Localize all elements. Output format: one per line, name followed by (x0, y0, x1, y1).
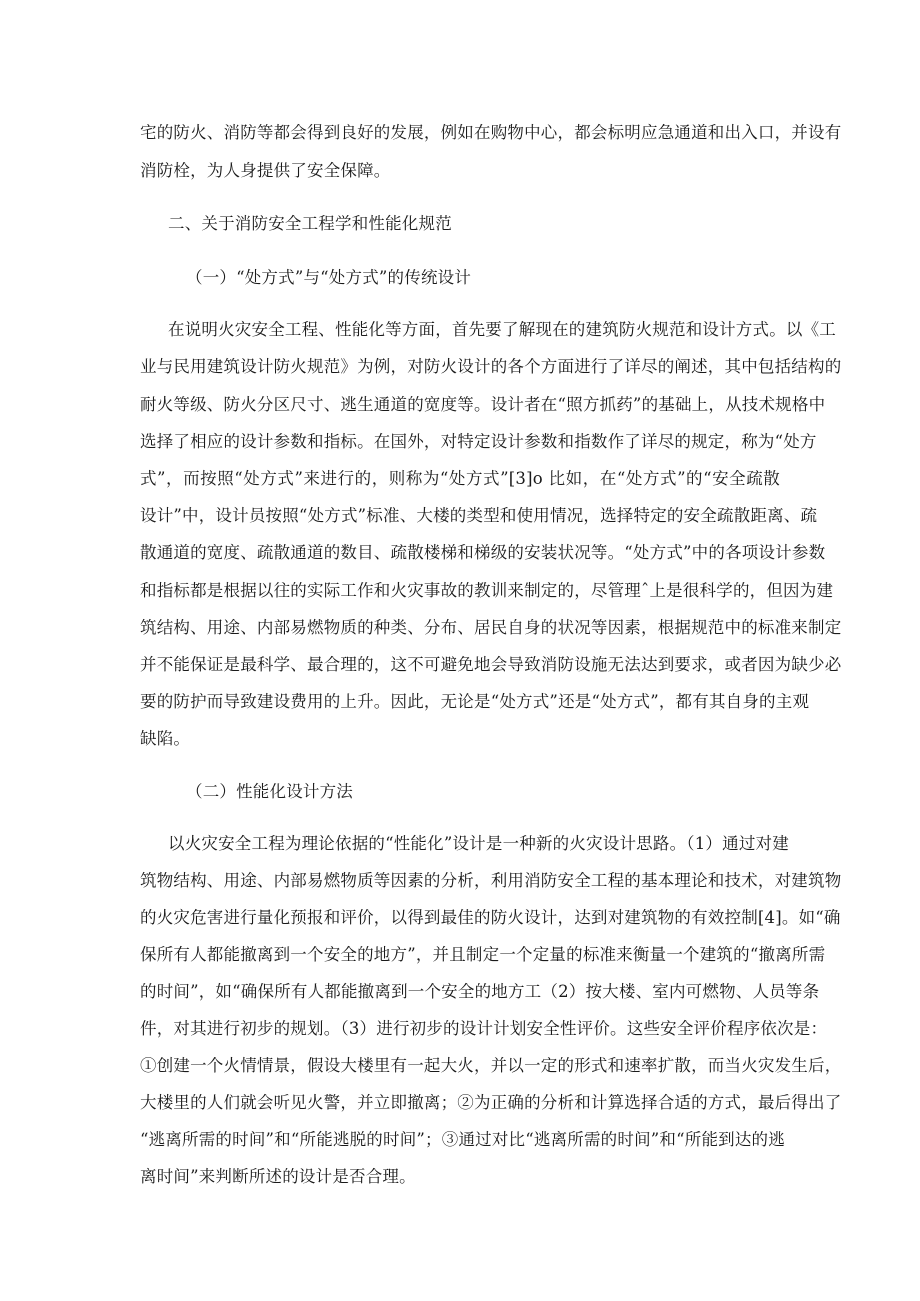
subsection-1-heading: （一）“处方式”与“处方式”的传统设计 (186, 268, 472, 287)
sub1-line-2: 业与民用建筑设计防火规范》为例，对防火设计的各个方面进行了详尽的阐述，其中包括结构的 (140, 357, 842, 376)
sub1-line-6: 设计”中，设计员按照“处方式”标准、大楼的类型和使用情况，选择特定的安全疏散距离、疏 (140, 506, 818, 525)
sub1-line-12: 缺陷。 (140, 729, 191, 748)
sub2-line-2: 筑物结构、用途、内部易燃物质等因素的分析，利用消防安全工程的基本理论和技术，对建筑物 (140, 871, 842, 890)
sub1-line-4: 选择了相应的设计参数和指标。在国外，对特定设计参数和指数作了详尽的规定，称为“处方 (140, 432, 817, 451)
sub2-line-8: 大楼里的人们就会听见火警，并立即撤离；②为正确的分析和计算选择合适的方式，最后得出了 (140, 1093, 842, 1112)
intro-line-2: 消防栓，为人身提供了安全保障。 (140, 161, 391, 180)
intro-line-1: 宅的防火、消防等都会得到良好的发展，例如在购物中心，都会标明应急通道和出入口，并设有 (140, 123, 842, 142)
sub2-line-1: 以火灾安全工程为理论依据的“性能化”设计是一种新的火灾设计思路。（1）通过对建 (168, 834, 789, 853)
sub2-line-4: 保所有人都能撤离到一个安全的地方”，并且制定一个定量的标准来衡量一个建筑的“撤离所需 (140, 945, 826, 964)
sub1-line-10: 并不能保证是最科学、最合理的，这不可避免地会导致消防设施无法达到要求，或者因为缺少必 (140, 655, 842, 674)
sub1-line-3: 耐火等级、防火分区尺寸、逃生通道的宽度等。设计者在“照方抓药”的基础上，从技术规格中 (140, 395, 826, 414)
sub1-line-9: 筑结构、用途、内部易燃物质的种类、分布、居民自身的状况等因素，根据规范中的标准来制定 (140, 618, 842, 637)
sub2-line-10: 离时间”来判断所述的设计是否合理。 (140, 1167, 416, 1186)
sub1-line-7: 散通道的宽度、疏散通道的数目、疏散楼梯和梯级的安装状况等。“处方式”中的各项设计参数 (140, 543, 826, 562)
sub2-line-6: 件，对其进行初步的规划。（3）进行初步的设计计划安全性评价。这些安全评价程序依次是： (140, 1019, 828, 1038)
sub2-line-9: “逃离所需的时间”和“所能逃脱的时间”；③通过对比“逃离所需的时间”和“所能到达的逃 (140, 1130, 785, 1149)
sub1-line-1: 在说明火灾安全工程、性能化等方面，首先要了解现在的建筑防火规范和设计方式。以《工 (168, 320, 836, 339)
sub1-line-11: 要的防护而导致建设费用的上升。因此，无论是“处方式”还是“处方式”，都有其自身的主观 (140, 692, 810, 711)
sub2-line-7: ①创建一个火情情景，假设大楼里有一起大火，并以一定的形式和速率扩散，而当火灾发生后， (140, 1056, 842, 1075)
sub1-line-8: 和指标都是根据以往的实际工作和火灾事故的教训来制定的，尽管理ˆ上是很科学的，但因为建 (140, 581, 834, 600)
section-heading: 二、关于消防安全工程学和性能化规范 (168, 214, 452, 233)
sub1-line-5: 式”，而按照“处方式”来进行的，则称为“处方式”[3]o 比如，在“处方式”的“安全疏散 (140, 469, 780, 488)
sub2-line-5: 的时间”，如“确保所有人都能撤离到一个安全的地方工（2）按大楼、室内可燃物、人员等条 (140, 982, 820, 1001)
subsection-2-heading: （二）性能化设计方法 (186, 782, 353, 801)
sub2-line-3: 的火灾危害进行量化预报和评价，以得到最佳的防火设计，达到对建筑物的有效控制[4]。如“确 (140, 908, 841, 927)
